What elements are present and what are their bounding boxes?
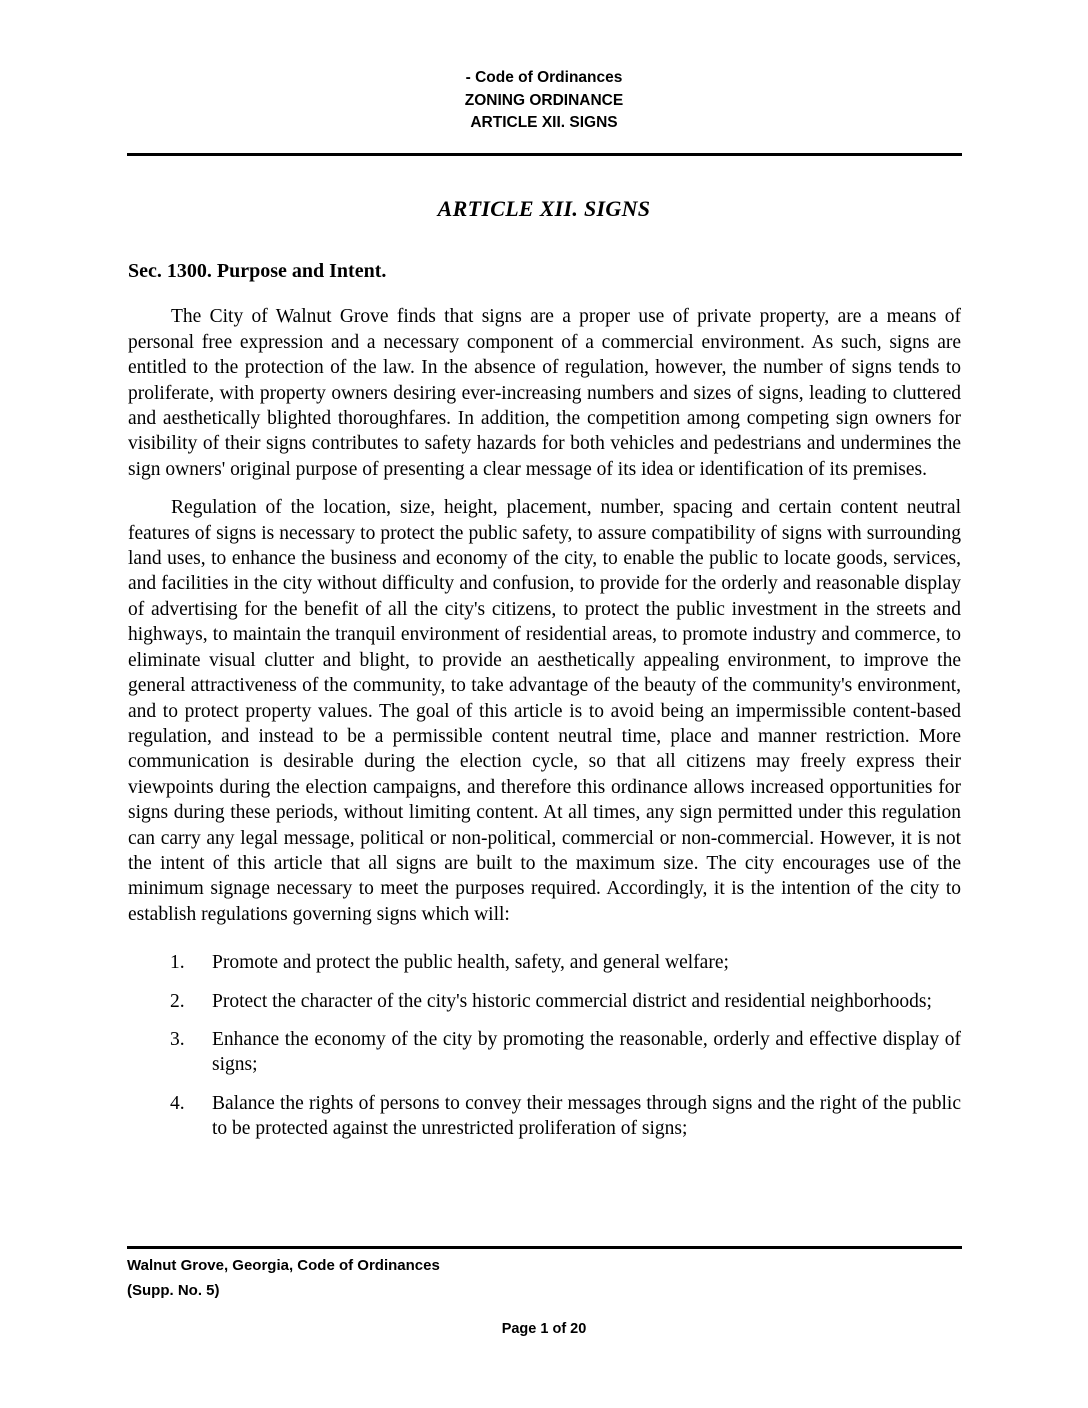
paragraph-purpose-1: The City of Walnut Grove finds that signs are a proper use of private property, are a means of personal free expression and a necessary component of a commercial environment. As such, signs are entitled to the protection of the law. In the absence of regulation, however, the number of signs tends to proliferate, with property owners desiring ever-increasing numbers and sizes of signs, leading to cluttered and aesthetically blighted thoroughfares. In addition, the competition among competing sign owners for visibility of their signs contributes to safety hazards for both vehicles and pedestrians and undermines the sign owners' original purpose of presenting a clear message of its idea or identification of its premises. <box>128 306 961 480</box>
list-item-1 <box>128 950 961 975</box>
list-item-2-text: Protect the character of the city's historic commercial district and residential neighborhoods; <box>212 990 932 1012</box>
article-title: ARTICLE XII. SIGNS <box>437 196 651 221</box>
header-line-article: ARTICLE XII. SIGNS <box>470 114 618 131</box>
list-item-4 <box>128 1091 961 1142</box>
running-footer <box>127 1257 440 1299</box>
list-item-1-number: 1. <box>170 952 185 974</box>
footer-divider-rule <box>127 1246 962 1249</box>
header-divider-rule <box>127 153 962 156</box>
section-heading: Sec. 1300. Purpose and Intent. <box>128 260 387 282</box>
list-item-3 <box>128 1027 961 1078</box>
page-number: Page 1 of 20 <box>501 1321 587 1337</box>
numbered-list <box>128 950 961 1141</box>
document-body <box>128 259 961 1155</box>
list-item-2 <box>128 989 961 1014</box>
running-header <box>0 67 1088 135</box>
footer-supplement-line: (Supp. No. 5) <box>127 1282 220 1299</box>
list-item-1-text: Promote and protect the public health, safety, and general welfare; <box>212 952 729 974</box>
header-line-code-of-ordinances: - Code of Ordinances <box>465 69 623 86</box>
list-item-4-text: Balance the rights of persons to convey their messages through signs and the right of the public to be protected against the unrestricted proliferation of signs; <box>212 1092 961 1140</box>
list-item-3-text: Enhance the economy of the city by promoting the reasonable, orderly and effective display of signs; <box>212 1028 961 1076</box>
list-item-4-number: 4. <box>170 1092 185 1114</box>
header-line-zoning-ordinance: ZONING ORDINANCE <box>464 91 624 109</box>
paragraph-purpose-2: Regulation of the location, size, height, placement, number, spacing and certain content neutral features of signs is necessary to protect the public safety, to assure compatibility of signs with surrounding land uses, to enhance the business and economy of the city, to enable the public to locate goods, services, and facilities in the city without difficulty and confusion, to provide for the orderly and reasonable display of advertising for the benefit of all the city's citizens, to protect the public investment in the streets and highways, to maintain the tranquil environment of residential areas, to promote industry and commerce, to eliminate visual clutter and blight, to provide an aesthetically appealing environment, to improve the general attractiveness of the community, to take advantage of the beauty of the community's environment, and to protect property values. The goal of this article is to avoid being an impermissible content-based regulation, and instead to be a permissible content neutral time, place and manner restriction. More communication is desirable during the election cycle, so that all citizens may freely express their viewpoints during the election campaigns, and therefore this ordinance allows increased opportunities for signs during these periods, without limiting content. At all times, any sign permitted under this regulation can carry any legal message, political or non-political, commercial or non-commercial. However, it is not the intent of this article that all signs are built to the maximum size. The city encourages use of the minimum signage necessary to meet the purposes required. Accordingly, it is the intention of the city to establish regulations governing signs which will: <box>128 497 961 925</box>
list-item-3-number: 3. <box>170 1028 185 1050</box>
footer-source-line: Walnut Grove, Georgia, Code of Ordinances <box>127 1257 440 1274</box>
list-item-2-number: 2. <box>170 990 185 1012</box>
